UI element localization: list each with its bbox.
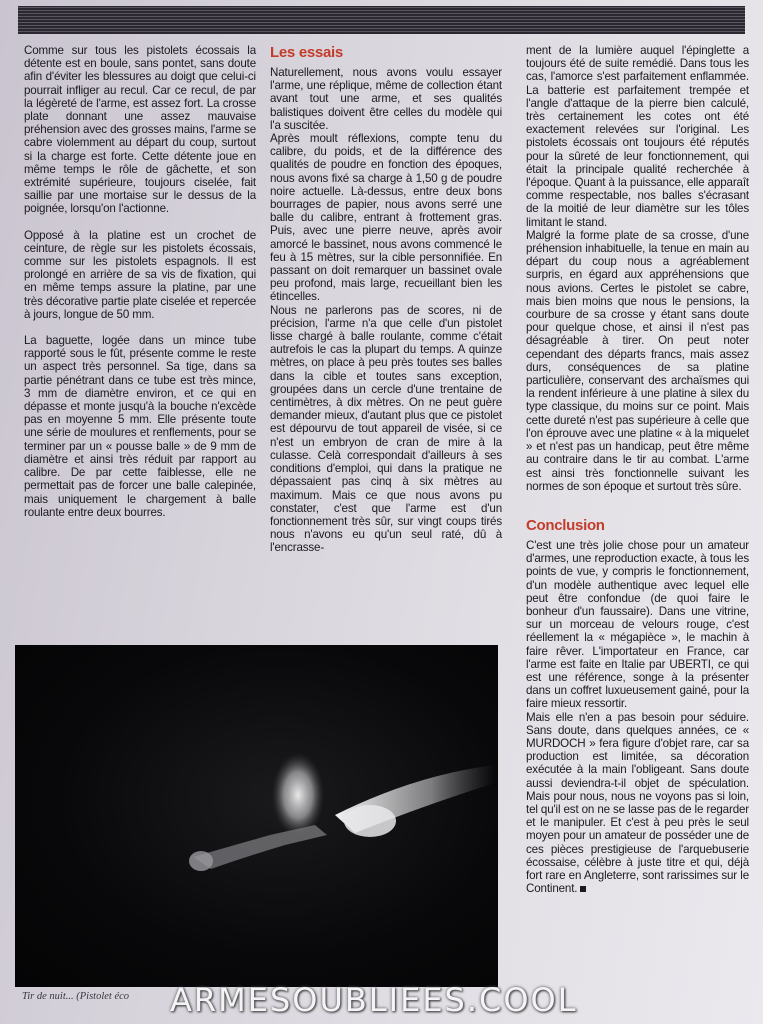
section-title-conclusion: Conclusion (526, 516, 605, 534)
text-column-3 (526, 44, 749, 895)
watermark-text: ARMESOUBLIEES.COOL (170, 981, 578, 1019)
paragraph: Opposé à la platine est un crochet de ceinture, de règle sur les pistolets écossais, comme sur les pistolets espagnols. Il est prolongé en arrière de sa vis de fixation, qui en même temps assure la platine, par une très décorative partie plate ciselée et repercée à jours, longue de 50 mm. (24, 228, 256, 321)
text-column-2 (270, 44, 502, 555)
section-title-essais: Les essais (270, 44, 343, 61)
night-firing-photo (15, 645, 498, 987)
paragraph: Naturellement, nous avons voulu essayer l'arme, une réplique, même de collection étant avant tout une arme, et ses qualités balistiques doivent être celles du modèle qui l'a suscitée. (270, 66, 502, 132)
photo-caption: Tir de nuit... (Pistolet éco (22, 991, 130, 1002)
arm-silhouette (193, 825, 327, 869)
header-band (18, 6, 745, 34)
paragraph: ment de la lumière auquel l'épinglette a toujours été de suite remédié. Dans tous les cas, l'amorce s'est parfaitement enflammée. La batterie est parfaitement trempée et l'angle d'attaque de la pierre bien calculé, très certainement les cotes ont été exactement relevées sur l'original. Les pistolets écossais ont toujours été réputés pour la sûreté de leur fonctionnement, qui était la principale qualité recherchée à l'époque. Quant à la puissance, elle apparaît comme respectable, nos balles s'écrasant de la moitié de leur diamètre sur les tôles limitant le stand. (526, 44, 749, 229)
muzzle-flash-image (15, 645, 498, 987)
paragraph (526, 711, 749, 896)
paragraph: Malgré la forme plate de sa crosse, d'une préhension inhabituelle, la tenue en main au départ du coup nous a agréablement surpris, en égard aux appréhensions que nous avions. Certes le pistolet se cabre, mais bien moins que nous le pensions, la courbure de sa crosse y étant sans doute pour quelque chose, et ainsi il n'est pas désagréable à tirer. On peut noter cependant des départs francs, mais assez durs, conséquences de sa platine particulière, conservant des archaïsmes qui la rendent inférieure à une platine à silex du type classique, du moins sur ce point. Mais cette dureté n'est pas supérieure à celle que l'on éprouve avec une platine « à la miquelet » et n'est pas un handicap, peut être même au contraire dans le tir au combat. L'arme est ainsi très fonctionnelle suivant les normes de son époque et surtout très sûre. (526, 228, 749, 493)
smoke-plume (272, 753, 324, 837)
flash-core (344, 805, 396, 837)
paragraph: Comme sur tous les pistolets écossais la détente est en boule, sans pontet, sans doute afin d'éviter les blessures au doigt que celui-ci pourrait infliger au recul. Car ce recul, de par la légèreté de l'arme, est assez fort. La crosse plate donnant une assez mauvaise préhension avec des grosses mains, l'arme se cabre violemment au départ du coup, surtout si la charge est forte. Cette détente joue en même temps le rôle de gâchette, et son extrémité supérieure, toujours ciselée, fait saillie par une mortaise sur le dessus de la poignée, lorsqu'on l'actionne. (24, 44, 256, 216)
text-column-1 (24, 44, 256, 532)
paragraph: Nous ne parlerons pas de scores, ni de précision, l'arme n'a que celle d'un pistolet lisse chargé à balle roulante, comme c'était autrefois le cas la plupart du temps. A quinze mètres, on place à peu près toutes ses balles dans la cible et toutes sans exception, groupées dans un cercle d'une trentaine de centimètres, à dix mètres. On ne peut guère demander mieux, d'autant plus que ce pistolet est dépourvu de tout appareil de visée, si ce n'est un embryon de cran de mire à la culasse. Celà correspondait d'ailleurs à ses conditions d'emploi, qui dans la pratique ne dépassaient pas cinq à six mètres au maximum. Mais ce que nous avons pu constater, c'est que l'arme est d'un fonctionnement très sûr, sur vingt coups tirés nous n'avons eu qu'un seul raté, dû à l'encrasse- (270, 303, 502, 555)
end-of-article-mark (580, 886, 586, 892)
hand-silhouette (189, 851, 213, 871)
paragraph: C'est une très jolie chose pour un amateur d'armes, une reproduction exacte, à tous les points de vue, y compris le fonctionnement, d'un modèle authentique avec lequel elle peut être confondue (de quoi faire le bonheur d'un faussaire). Dans une vitrine, sur un morceau de velours rouge, c'est réellement la « mégapièce », le machin à faire rêver. L'importateur en France, car l'arme est faite en Italie par UBERTI, ce qui est une référence, songe à la présenter dans un coffret luxueusement gainé, pour la faire mieux ressortir. (526, 538, 749, 711)
paragraph: Après moult réflexions, compte tenu du calibre, du poids, et de la différence des qualités de poudre en fonction des époques, nous avons fixé sa charge à 1,50 g de poudre noire actuelle. Là-dessus, entre deux bons bourrages de papier, nous avons serré une balle du calibre, entrant à frottement gras. Puis, avec une pierre neuve, après avoir amorcé le bassinet, nous avons commencé le feu à 15 mètres, sur la cible personnifiée. En passant on doit remarquer un bassinet ovale peu profond, mais large, recueillant bien les étincelles. (270, 132, 502, 304)
paragraph-text: Mais elle n'en a pas besoin pour séduire. Sans doute, dans quelques années, ce « MURDOCH » fera figure d'objet rare, car sa production est limitée, sa décoration exécutée à la main l'obligeant. Sans doute aussi deviendra-t-il objet de spéculation. Mais pour nous, nous ne voyons pas si loin, tel qu'il est on ne se lasse pas de le regarder et le manipuler. Et c'est à peu près le seul moyen pour un amateur de posséder une de ces pièces prestigieuse de l'arquebuserie écossaise, célèbre à juste titre et qui, déjà fort rare en Angleterre, sont rarissimes sur le Continent. (526, 710, 749, 896)
paragraph: La baguette, logée dans un mince tube rapporté sous le fût, présente comme le reste un aspect très personnel. Sa tige, dans sa partie pénétrant dans ce tube est très mince, 3 mm de diamètre environ, et ce qui en dépasse et monte jusqu'à la bouche n'excède pas en moyenne 5 mm. Elle présente toute une série de moulures et renflements, pour se terminer par un « pousse balle » de 9 mm de diamètre et ainsi très réduit par rapport au calibre. De par cette faiblesse, elle ne permettait pas de forcer une balle calepinée, mais uniquement le chargement à balle roulante entre deux bourres. (24, 334, 256, 519)
